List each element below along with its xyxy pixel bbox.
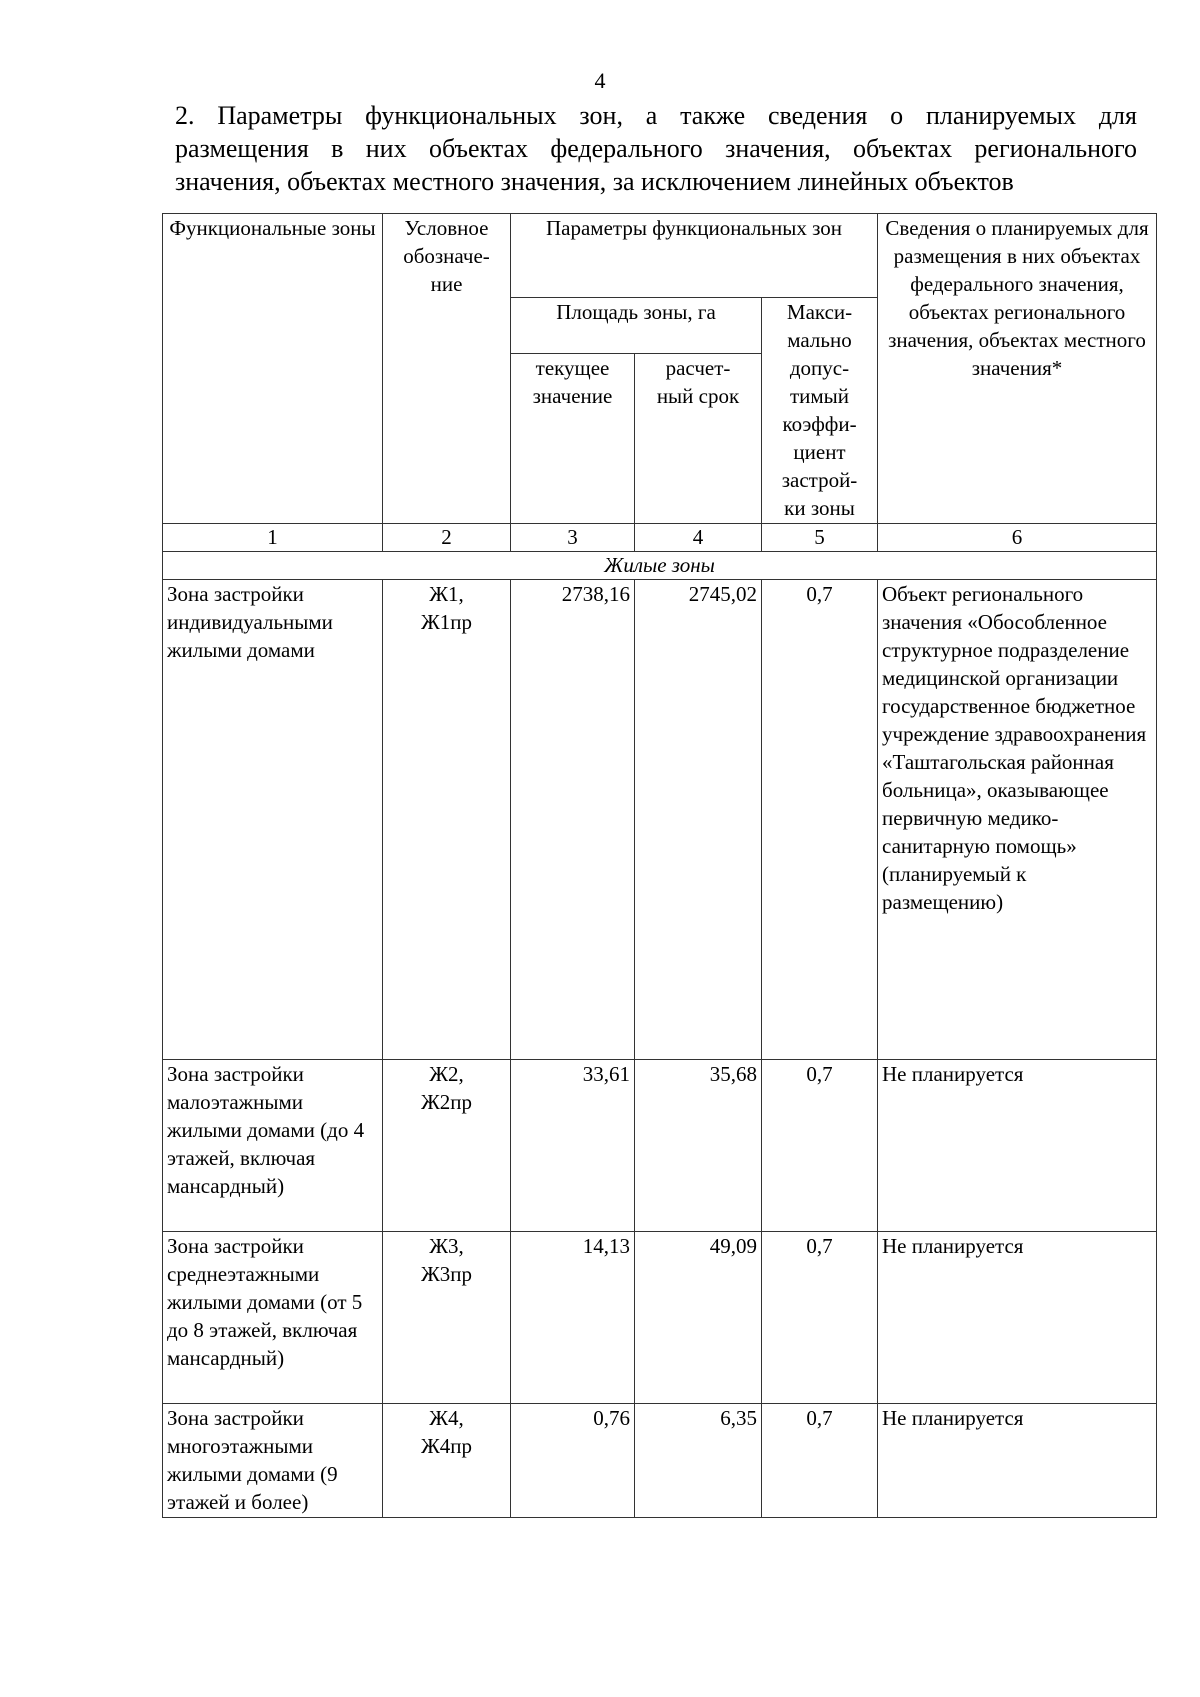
planned-area: 6,35 [635, 1404, 762, 1518]
max-coefficient: 0,7 [762, 580, 878, 1060]
planned-objects: Не планируется [878, 1060, 1157, 1232]
zone-designation: Ж3, Ж3пр [383, 1232, 511, 1404]
column-number: 3 [511, 524, 635, 552]
table-row [163, 580, 1157, 1060]
heading-line-1: 2. Параметры функциональных зон, а также сведения о планируемых для [175, 101, 1137, 130]
functional-zones-table [162, 213, 1157, 1518]
header-zone-parameters: Параметры функциональных зон [511, 214, 878, 298]
zone-designation: Ж4, Ж4пр [383, 1404, 511, 1518]
column-number: 5 [762, 524, 878, 552]
column-number: 2 [383, 524, 511, 552]
zone-name: Зона застройки малоэтажными жилыми домами (до 4 этажей, включая мансардный) [163, 1060, 383, 1232]
section-heading [175, 99, 1137, 198]
header-planned-objects: Сведения о планируемых для размещения в них объектах федерального значения, объектах регионального значения, объектах местного значения* [878, 214, 1157, 524]
zone-name: Зона застройки многоэтажными жилыми домами (9 этажей и более) [163, 1404, 383, 1518]
planned-objects: Не планируется [878, 1232, 1157, 1404]
header-functional-zones: Функциональные зоны [163, 214, 383, 524]
zone-name: Зона застройки индивидуальными жилыми домами [163, 580, 383, 1060]
heading-line-2: размещения в них объектах федерального значения, объектах регионального [175, 134, 1137, 163]
current-area: 14,13 [511, 1232, 635, 1404]
zone-designation: Ж2, Ж2пр [383, 1060, 511, 1232]
table-row [163, 1404, 1157, 1518]
header-designation: Условное обозначе- ние [383, 214, 511, 524]
max-coefficient: 0,7 [762, 1060, 878, 1232]
planned-area: 2745,02 [635, 580, 762, 1060]
current-area: 33,61 [511, 1060, 635, 1232]
column-numbers-row [163, 524, 1157, 552]
section-row [163, 552, 1157, 580]
planned-area: 49,09 [635, 1232, 762, 1404]
planned-objects: Объект регионального значения «Обособленное структурное подразделение медицинской организации государственное бюджетное учреждение здравоохранения «Таштагольская районная больница», оказывающее первичную медико-санитарную помощь» (планируемый к размещению) [878, 580, 1157, 1060]
current-area: 2738,16 [511, 580, 635, 1060]
zone-name: Зона застройки среднеэтажными жилыми домами (от 5 до 8 этажей, включая мансардный) [163, 1232, 383, 1404]
heading-line-3: значения, объектах местного значения, за исключением линейных объектов [175, 167, 1014, 196]
max-coefficient: 0,7 [762, 1404, 878, 1518]
table-row [163, 1232, 1157, 1404]
page-number: 4 [594, 68, 606, 93]
header-zone-area: Площадь зоны, га [511, 298, 762, 354]
column-number: 6 [878, 524, 1157, 552]
planned-area: 35,68 [635, 1060, 762, 1232]
header-planned-term: расчет- ный срок [635, 354, 762, 524]
table-row [163, 1060, 1157, 1232]
column-number: 4 [635, 524, 762, 552]
current-area: 0,76 [511, 1404, 635, 1518]
section-title: Жилые зоны [163, 552, 1157, 580]
column-number: 1 [163, 524, 383, 552]
header-current-value: текущее значение [511, 354, 635, 524]
header-max-coefficient: Макси- мально допус- тимый коэффи- циент застрой- ки зоны [762, 298, 878, 524]
zone-designation: Ж1, Ж1пр [383, 580, 511, 1060]
planned-objects: Не планируется [878, 1404, 1157, 1518]
max-coefficient: 0,7 [762, 1232, 878, 1404]
